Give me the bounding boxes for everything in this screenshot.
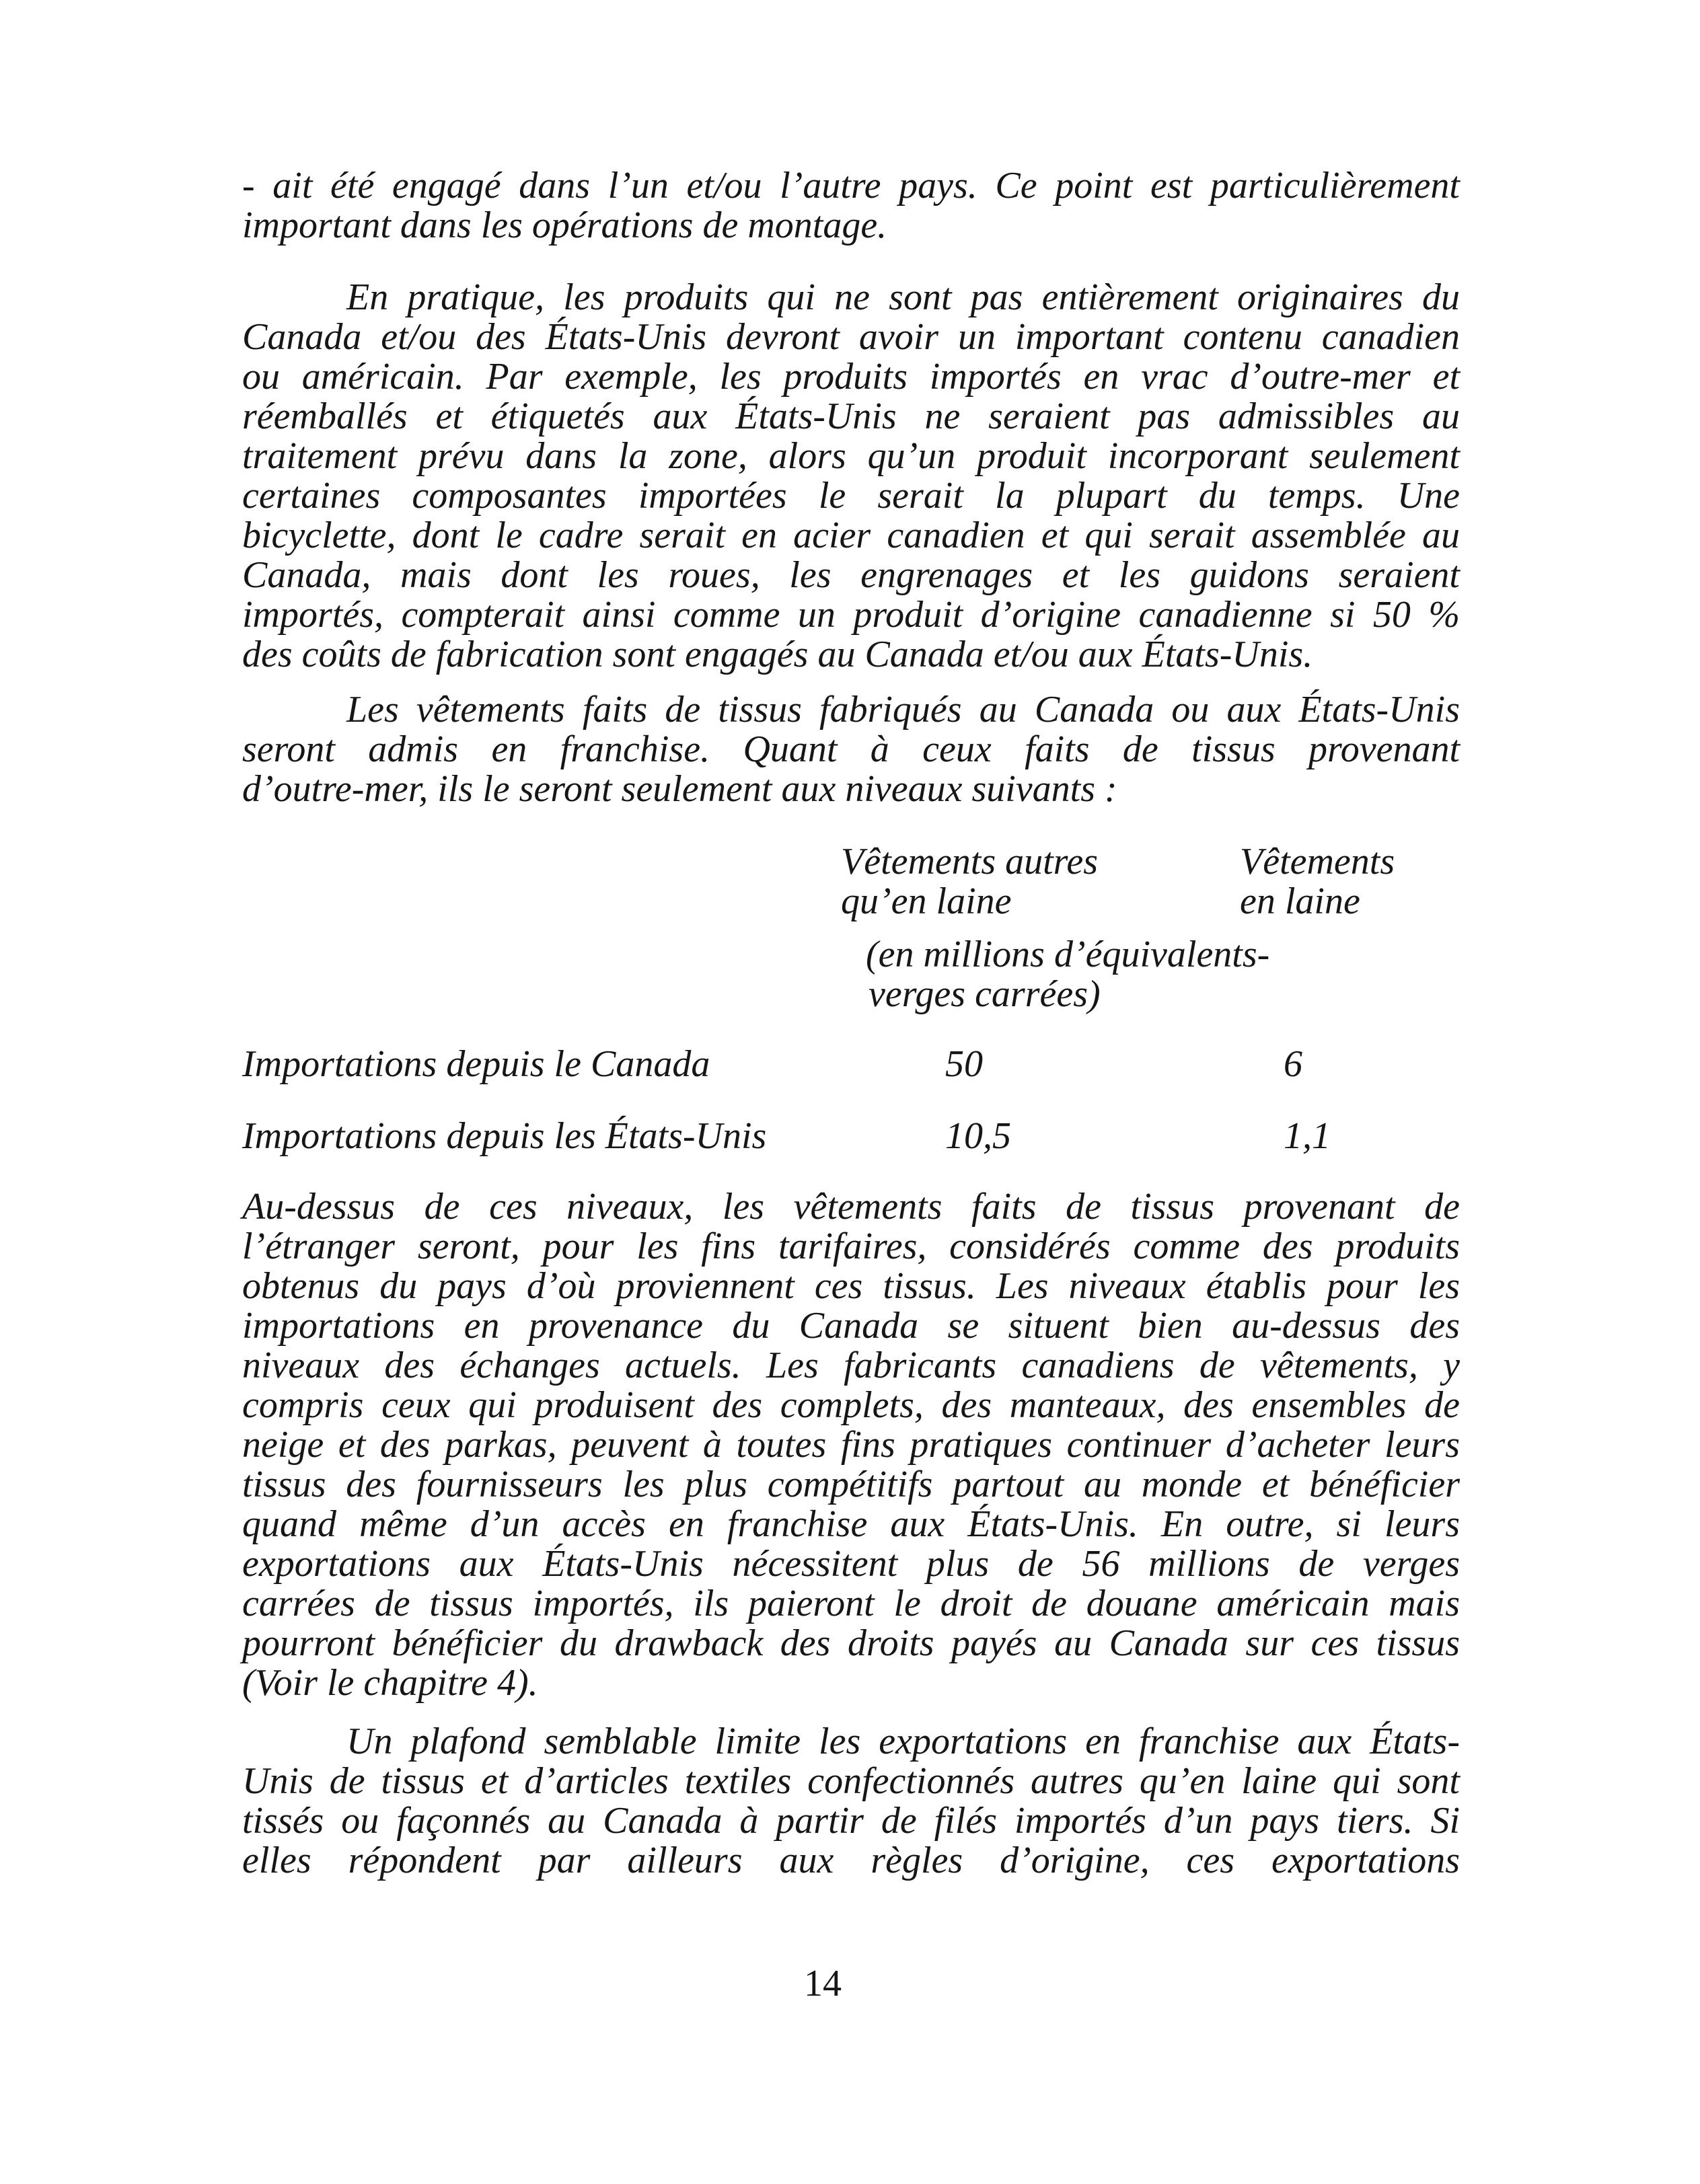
text-line: Canada et/ou des États-Unis devront avoir un important contenu canadien [242, 316, 1460, 358]
text-line: - ait été engagé dans l’un et/ou l’autre pays. Ce point est particulièrement [242, 165, 1460, 206]
paragraph-5 [242, 1722, 1460, 1881]
text-line: des coûts de fabrication sont engagés au Canada et/ou aux États-Unis. [242, 634, 1313, 675]
text-line: ou américain. Par exemple, les produits importés en vrac d’outre-mer et [242, 356, 1460, 398]
table-row-label: Importations depuis le Canada [242, 1043, 710, 1085]
text-line: obtenus du pays d’où proviennent ces tissus. Les niveaux établis pour les [242, 1265, 1460, 1307]
unit-line: verges carrées) [869, 973, 1101, 1015]
unit-line: (en millions d’équivalents- [866, 934, 1270, 975]
paragraph-2 [242, 278, 1460, 675]
column-header-non-wool [841, 842, 1098, 921]
text-line: carrées de tissus importés, ils paieront le droit de douane américain mais [242, 1583, 1460, 1624]
text-line: réemballés et étiquetés aux États-Unis ne seraient pas admissibles au [242, 396, 1460, 437]
header-line: Vêtements autres [841, 841, 1099, 882]
text-line: En pratique, les produits qui ne sont pas entièrement originaires du [346, 276, 1460, 318]
table-cell: 10,5 [945, 1115, 1011, 1157]
table-cell: 1,1 [1284, 1115, 1331, 1157]
table-row-label: Importations depuis les États-Unis [242, 1115, 767, 1157]
text-line: tissés ou façonnés au Canada à partir de filés importés d’un pays tiers. Si [242, 1800, 1460, 1842]
header-line: Vêtements [1240, 841, 1395, 882]
text-line: quand même d’un accès en franchise aux États-Unis. En outre, si leurs [242, 1503, 1460, 1545]
table-cell: 50 [945, 1043, 983, 1085]
text-line: Un plafond semblable limite les exportations en franchise aux États- [346, 1721, 1460, 1762]
text-line: tissus des fournisseurs les plus compétitifs partout au monde et bénéficier [242, 1464, 1460, 1505]
text-line: Canada, mais dont les roues, les engrenages et les guidons seraient [242, 554, 1460, 596]
text-line: importés, compterait ainsi comme un produit d’origine canadienne si 50 % [242, 594, 1460, 636]
paragraph-1 [242, 166, 1460, 246]
table-cell: 6 [1284, 1043, 1302, 1085]
text-line: pourront bénéficier du drawback des droits payés au Canada sur ces tissus [242, 1622, 1460, 1664]
text-line: Unis de tissus et d’articles textiles confectionnés autres qu’en laine qui sont [242, 1760, 1460, 1802]
text-line: (Voir le chapitre 4). [242, 1662, 538, 1704]
text-line: importations en provenance du Canada se situent bien au-dessus des [242, 1305, 1460, 1347]
column-header-wool [1240, 842, 1395, 921]
header-line: en laine [1240, 880, 1360, 922]
text-line: d’outre-mer, ils le seront seulement aux niveaux suivants : [242, 768, 1117, 810]
text-line: niveaux des échanges actuels. Les fabricants canadiens de vêtements, y [242, 1345, 1460, 1386]
text-line: certaines composantes importées le serait la plupart du temps. Une [242, 475, 1460, 517]
text-line: neige et des parkas, peuvent à toutes fins pratiques continuer d’acheter leurs [242, 1424, 1460, 1466]
text-line: Au-dessus de ces niveaux, les vêtements faits de tissus provenant de [242, 1186, 1460, 1228]
text-line: seront admis en franchise. Quant à ceux faits de tissus provenant [242, 728, 1460, 770]
text-line: important dans les opérations de montage. [242, 204, 887, 246]
text-line: elles répondent par ailleurs aux règles d’origine, ces exportations [242, 1840, 1460, 1881]
paragraph-4 [242, 1187, 1460, 1703]
text-line: l’étranger seront, pour les fins tarifaires, considérés comme des produits [242, 1226, 1460, 1267]
text-line: traitement prévu dans la zone, alors qu’un produit incorporant seulement [242, 435, 1460, 477]
text-line: bicyclette, dont le cadre serait en acier canadien et qui serait assemblée au [242, 515, 1460, 556]
page-number: 14 [804, 1963, 842, 2004]
text-line: Les vêtements faits de tissus fabriqués au Canada ou aux États-Unis [346, 689, 1460, 730]
paragraph-3 [242, 690, 1460, 809]
header-line: qu’en laine [841, 880, 1012, 922]
unit-note [866, 935, 1269, 1014]
text-line: exportations aux États-Unis nécessitent plus de 56 millions de verges [242, 1543, 1460, 1585]
text-line: compris ceux qui produisent des complets, des manteaux, des ensembles de [242, 1384, 1460, 1426]
